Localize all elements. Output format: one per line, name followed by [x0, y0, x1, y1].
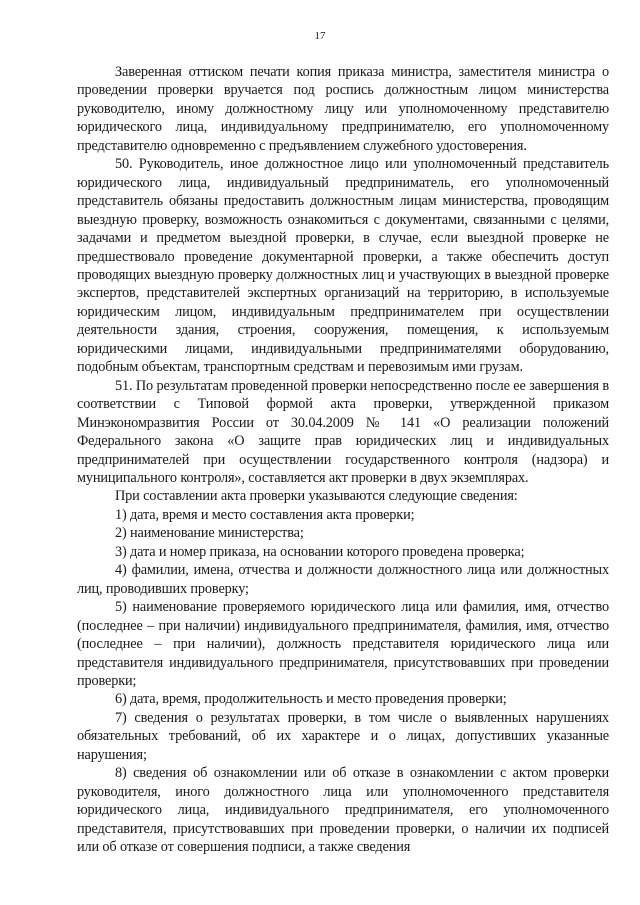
- list-item-6: 6) дата, время, продолжительность и место проведения проверки;: [115, 691, 507, 708]
- list-item-7: 7) сведения о результатах проверки, в том числе о выявленных нарушениях обязательных требований, об их характере и о лицах, допустивших указанные нарушения;: [77, 709, 609, 763]
- list-item-1: 1) дата, время и место составления акта проверки;: [115, 506, 415, 523]
- page-number: 17: [314, 30, 326, 42]
- paragraph-certified-copy: Заверенная оттиском печати копия приказа министра, заместителя министра о проведении проверки вручается под роспись должностным лицом министерства руководителю, иному должностному лицу или уполномоченному представителю юридического лица, индивидуальному предпринимателю, его уполномоченному представителю одновременно с предъявлением служебного удостоверения.: [77, 64, 609, 154]
- list-item-3: 3) дата и номер приказа, на основании которого проведена проверка;: [115, 543, 525, 560]
- paragraph-51: 51. По результатам проведенной проверки непосредственно после ее завершения в соответствии с Типовой формой акта проверки, утвержденной приказом Минэкономразвития России от 30.04.2009 № 141 «О реализации положений Федерального закона «О защите прав юридических лиц и индивидуальных предпринимателей при осуществлении государственного контроля (надзора) и муниципального контроля», составляется акт проверки в двух экземплярах.: [77, 377, 609, 486]
- paragraph-50: 50. Руководитель, иное должностное лицо или уполномоченный представитель юридического лица, индивидуальный предприниматель, его уполномоченный представитель обязаны предоставить должностным лицам министерства, проводящим выездную проверку, возможность ознакомиться с документами, связанными с целями, задачами и предметом выездной проверки, в случае, если выездной проверке не предшествовало проведение документарной проверки, а также обеспечить доступ проводящих выездную проверку должностных лиц и участвующих в выездной проверке экспертов, представителей экспертных организаций на территорию, в используемые юридическим лицом, индивидуальным предпринимателем при осуществлении деятельности здания, строения, сооружения, помещения, к используемым юридическими лицами, индивидуальными предпринимателями оборудованию, подобным объектам, транспортным средствам и перевозимым ими грузам.: [77, 156, 609, 376]
- list-item-8: 8) сведения об ознакомлении или об отказе в ознакомлении с актом проверки руководителя, иного должностного лица или уполномоченного представителя юридического лица, индивидуального предпринимателя, его уполномоченного представителя, присутствовавших при проведении проверки, о наличии их подписей или об отказе от совершения подписи, а также сведения: [77, 765, 609, 856]
- document-body: [77, 63, 609, 856]
- paragraph-act-info-intro: При составлении акта проверки указываются следующие сведения:: [115, 488, 518, 505]
- list-item-2: 2) наименование министерства;: [115, 525, 304, 542]
- list-item-4: 4) фамилии, имена, отчества и должности должностного лица или должностных лиц, проводивших проверку;: [77, 562, 609, 597]
- list-item-5: 5) наименование проверяемого юридического лица или фамилия, имя, отчество (последнее – при наличии) индивидуального предпринимателя, фамилия, имя, отчество (последнее – при наличии), должность представителя юридического лица или представителя индивидуального предпринимателя, присутствовавших при проведении проверки;: [77, 599, 609, 689]
